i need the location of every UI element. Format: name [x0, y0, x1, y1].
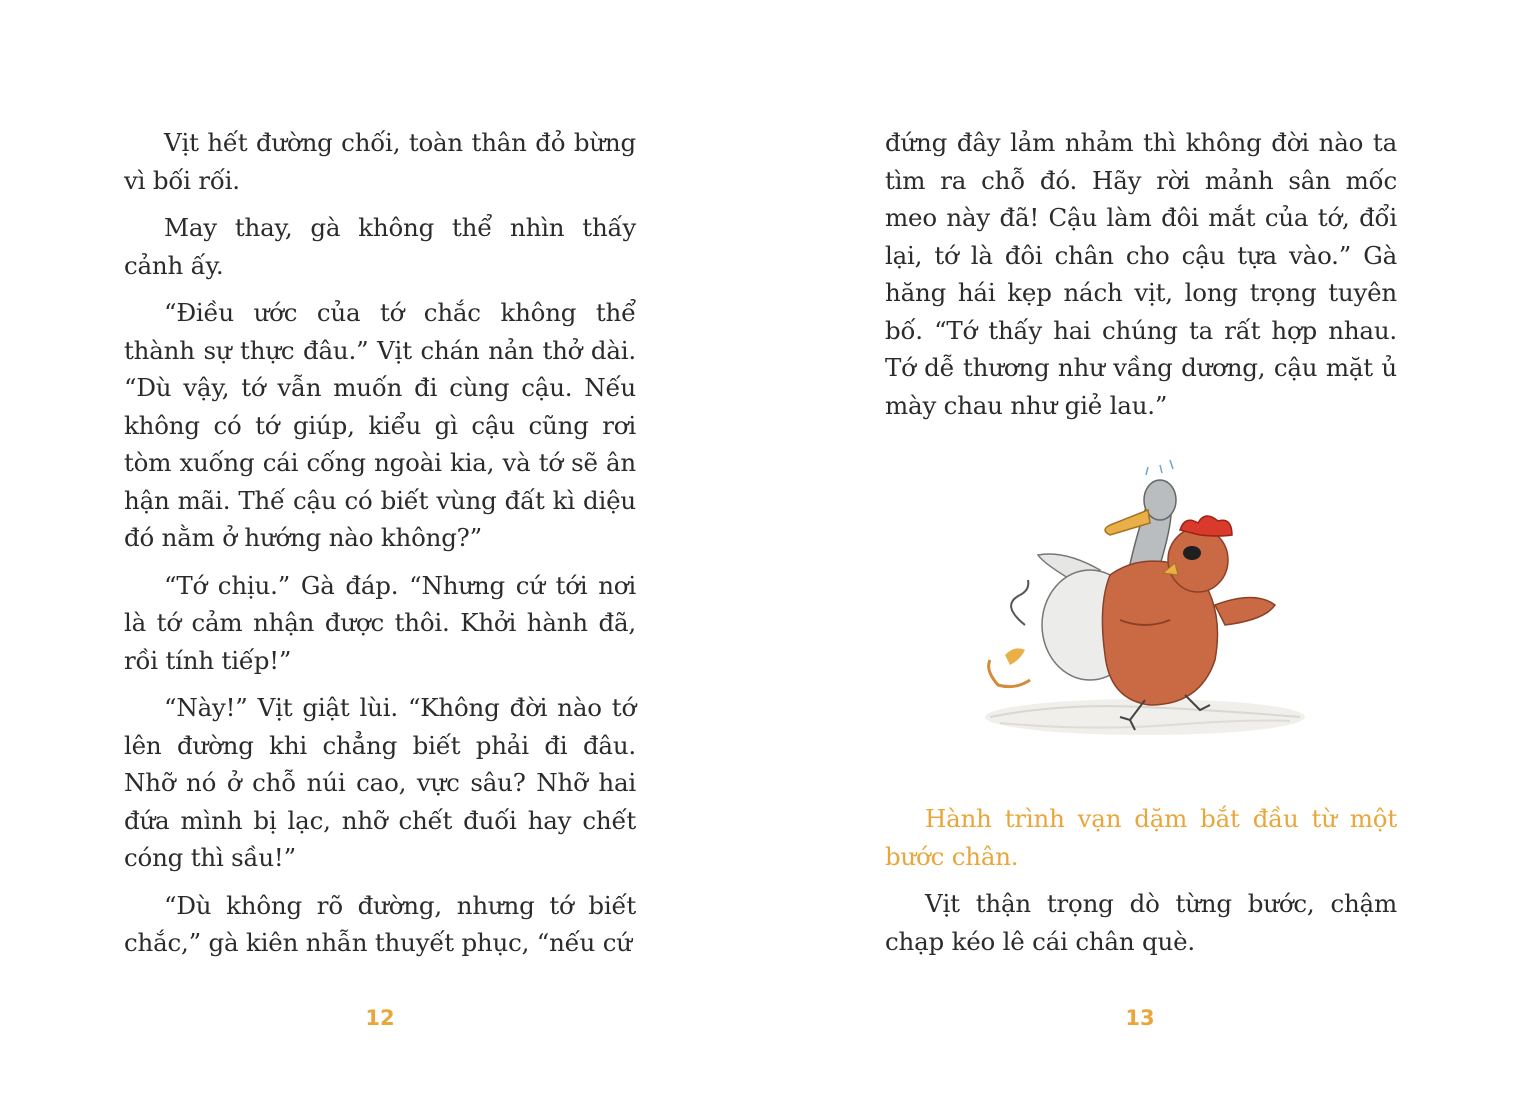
hen-eye — [1183, 546, 1201, 560]
paragraph: Vịt thận trọng dò từng bước, chậm chạp kéo lê cái chân què. — [885, 889, 1397, 956]
right-text-column — [885, 124, 1397, 434]
paragraph: Vịt hết đường chối, toàn thân đỏ bừng vì bối rối. — [124, 128, 636, 195]
hen-wing — [1215, 598, 1275, 626]
duck-tail — [1011, 580, 1028, 625]
page-number: 12 — [365, 1006, 395, 1030]
highlight-quote: Hành trình vạn dặm bắt đầu từ một bước chân. — [885, 804, 1397, 871]
paragraph: “Này!” Vịt giật lùi. “Không đời nào tớ lên đường khi chẳng biết phải đi đâu. Nhỡ nó ở chỗ núi cao, vực sâu? Nhỡ hai đứa mình bị lạc, nhỡ chết đuối hay chết cóng thì sầu!” — [124, 693, 636, 872]
duck-foot — [1005, 648, 1025, 665]
paragraph: đứng đây lảm nhảm thì không đời nào ta tìm ra chỗ đó. Hãy rời mảnh sân mốc meo này đã! Cậu làm đôi mắt của tớ, đổi lại, tớ là đôi chân cho cậu tựa vào.” Gà hăng hái kẹp nách vịt, long trọng tuyên bố. “Tớ thấy hai chúng ta rất hợp nhau. Tớ dễ thương như vầng dương, cậu mặt ủ mày chau như giẻ lau.” — [885, 128, 1397, 420]
hen-head — [1168, 528, 1228, 592]
paragraph: “Điều ước của tớ chắc không thể thành sự thực đâu.” Vịt chán nản thở dài. “Dù vậy, tớ vẫn muốn đi cùng cậu. Nếu không có tớ giúp, kiểu gì cậu cũng rơi tòm xuống cái cống ngoài kia, và tớ sẽ ân hận mãi. Thế cậu có biết vùng đất kì diệu đó nằm ở hướng nào không?” — [124, 298, 636, 552]
left-text-column — [124, 124, 636, 972]
paragraph: “Tớ chịu.” Gà đáp. “Nhưng cứ tới nơi là tớ cảm nhận được thôi. Khởi hành đã, rồi tính tiếp!” — [124, 570, 636, 675]
page-number: 13 — [1125, 1006, 1155, 1030]
lower-text-block — [885, 800, 1397, 970]
right-page — [770, 0, 1539, 1099]
paragraph: May thay, gà không thể nhìn thấy cảnh ấy. — [124, 213, 636, 280]
duck-and-hen-illustration — [970, 455, 1315, 755]
paragraph: “Dù không rõ đường, nhưng tớ biết chắc,” gà kiên nhẫn thuyết phục, “nếu cứ — [124, 890, 636, 957]
